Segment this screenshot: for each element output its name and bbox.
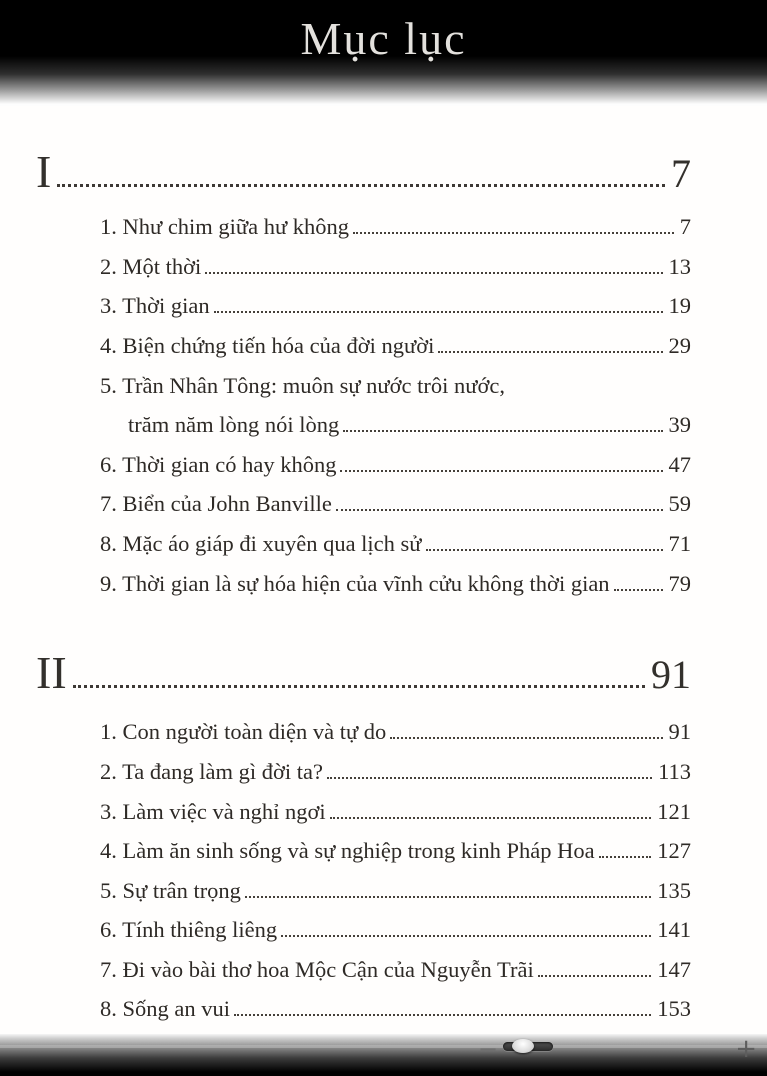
- toc-entry-title: 2. Một thời: [100, 253, 202, 279]
- toc-entry-page: 19: [668, 293, 691, 319]
- toc-entry-title: 8. Mặc áo giáp đi xuyên qua lịch sử: [100, 530, 422, 556]
- toc-entry-title: 1. Như chim giữa hư không: [100, 214, 350, 240]
- toc-entry-page: 79: [668, 570, 691, 596]
- toc-entry-page: 47: [668, 451, 691, 477]
- toc-entry: [100, 247, 691, 287]
- toc-entry-page: 141: [657, 917, 691, 943]
- toc-entry: [100, 871, 691, 911]
- dot-leader: [343, 430, 662, 432]
- dot-leader: [614, 589, 663, 591]
- toc-items-section-2: [100, 712, 691, 1029]
- dot-leader: [234, 1014, 651, 1016]
- toc-entry-title: 4. Làm ăn sinh sống và sự nghiệp trong kinh Pháp Hoa: [100, 838, 595, 864]
- toc-entry-page: 153: [657, 996, 691, 1022]
- toc-entry-page: 147: [657, 956, 691, 982]
- section-label: I: [36, 146, 52, 197]
- reader-toolbar: [0, 1034, 767, 1076]
- toc-content: [0, 144, 767, 1029]
- toc-entry-title: 3. Thời gian: [100, 293, 210, 319]
- dot-leader: [426, 549, 663, 551]
- toc-entry: [100, 564, 691, 604]
- dot-leader: [281, 935, 651, 937]
- section-heading-1: [36, 144, 691, 199]
- toc-entry-title: 6. Tính thiêng liêng: [100, 917, 278, 943]
- page-title: Mục lục: [300, 13, 467, 64]
- dot-leader: [245, 896, 651, 898]
- toc-entry-title: 7. Đi vào bài thơ hoa Mộc Cận của Nguyễn Trãi: [100, 956, 534, 982]
- toc-entry-title: 4. Biện chứng tiến hóa của đời người: [100, 332, 435, 358]
- dot-leader: [538, 975, 652, 977]
- zoom-in-button[interactable]: +: [735, 1034, 757, 1064]
- toc-entry: [100, 910, 691, 950]
- toc-entry: [100, 366, 691, 406]
- toc-entry-page: 59: [668, 491, 691, 517]
- toc-entry: [100, 484, 691, 524]
- toc-entry-page: 71: [668, 530, 691, 556]
- toc-entry-page: 113: [658, 758, 691, 784]
- toc-entry-continuation: [100, 405, 691, 445]
- toc-entry: [100, 989, 691, 1029]
- toc-entry-title: 3. Làm việc và nghỉ ngơi: [100, 798, 326, 824]
- dot-leader: [57, 184, 665, 187]
- section-label: II: [36, 647, 67, 699]
- toc-entry-title: 1. Con người toàn diện và tự do: [100, 719, 387, 745]
- toc-items-section-1: [100, 207, 691, 603]
- dot-leader: [327, 777, 652, 779]
- dot-leader: [73, 685, 645, 688]
- page-header: [0, 0, 767, 106]
- dot-leader: [336, 509, 663, 511]
- toc-entry-page: 91: [668, 719, 691, 745]
- toc-entry-page: 121: [657, 798, 691, 824]
- section-page: 7: [671, 151, 691, 196]
- dot-leader: [353, 232, 674, 234]
- toc-entry-title: 5. Sự trân trọng: [100, 877, 241, 903]
- toolbar-rule: [0, 1045, 767, 1048]
- dot-leader: [599, 856, 652, 858]
- toc-entry-page: 29: [668, 332, 691, 358]
- toc-entry: [100, 326, 691, 366]
- toc-entry-page: 127: [657, 838, 691, 864]
- toc-entry-title: trăm năm lòng nói lòng: [128, 412, 340, 438]
- section-heading-2: [36, 645, 691, 700]
- dot-leader: [390, 737, 662, 739]
- toc-entry-page: 13: [668, 253, 691, 279]
- dot-leader: [438, 351, 662, 353]
- toc-entry: [100, 752, 691, 792]
- toc-entry-title: 9. Thời gian là sự hóa hiện của vĩnh cửu không thời gian: [100, 570, 610, 596]
- toc-entry-title: 2. Ta đang làm gì đời ta?: [100, 758, 323, 784]
- toc-entry: [100, 207, 691, 247]
- toc-entry-title: 8. Sống an vui: [100, 996, 231, 1022]
- dot-leader: [340, 470, 662, 472]
- toc-entry: [100, 712, 691, 752]
- toc-entry-page: 39: [668, 412, 691, 438]
- toc-entry-title: 5. Trần Nhân Tông: muôn sự nước trôi nước,: [100, 372, 505, 398]
- dot-leader: [205, 272, 662, 274]
- zoom-slider-knob[interactable]: [512, 1039, 534, 1053]
- zoom-slider[interactable]: [503, 1042, 553, 1051]
- toc-entry: [100, 792, 691, 832]
- toc-entry-title: 7. Biển của John Banville: [100, 491, 332, 517]
- toc-entry: [100, 524, 691, 564]
- toc-entry: [100, 831, 691, 871]
- toc-entry-page: 135: [657, 877, 691, 903]
- toc-entry-title: 6. Thời gian có hay không: [100, 451, 337, 477]
- toc-entry: [100, 286, 691, 326]
- dot-leader: [214, 311, 663, 313]
- toc-entry: [100, 445, 691, 485]
- section-page: 91: [651, 652, 691, 698]
- zoom-out-button[interactable]: −: [478, 1035, 499, 1063]
- toc-entry-page: 7: [679, 214, 691, 240]
- dot-leader: [330, 817, 652, 819]
- toc-entry: [100, 950, 691, 990]
